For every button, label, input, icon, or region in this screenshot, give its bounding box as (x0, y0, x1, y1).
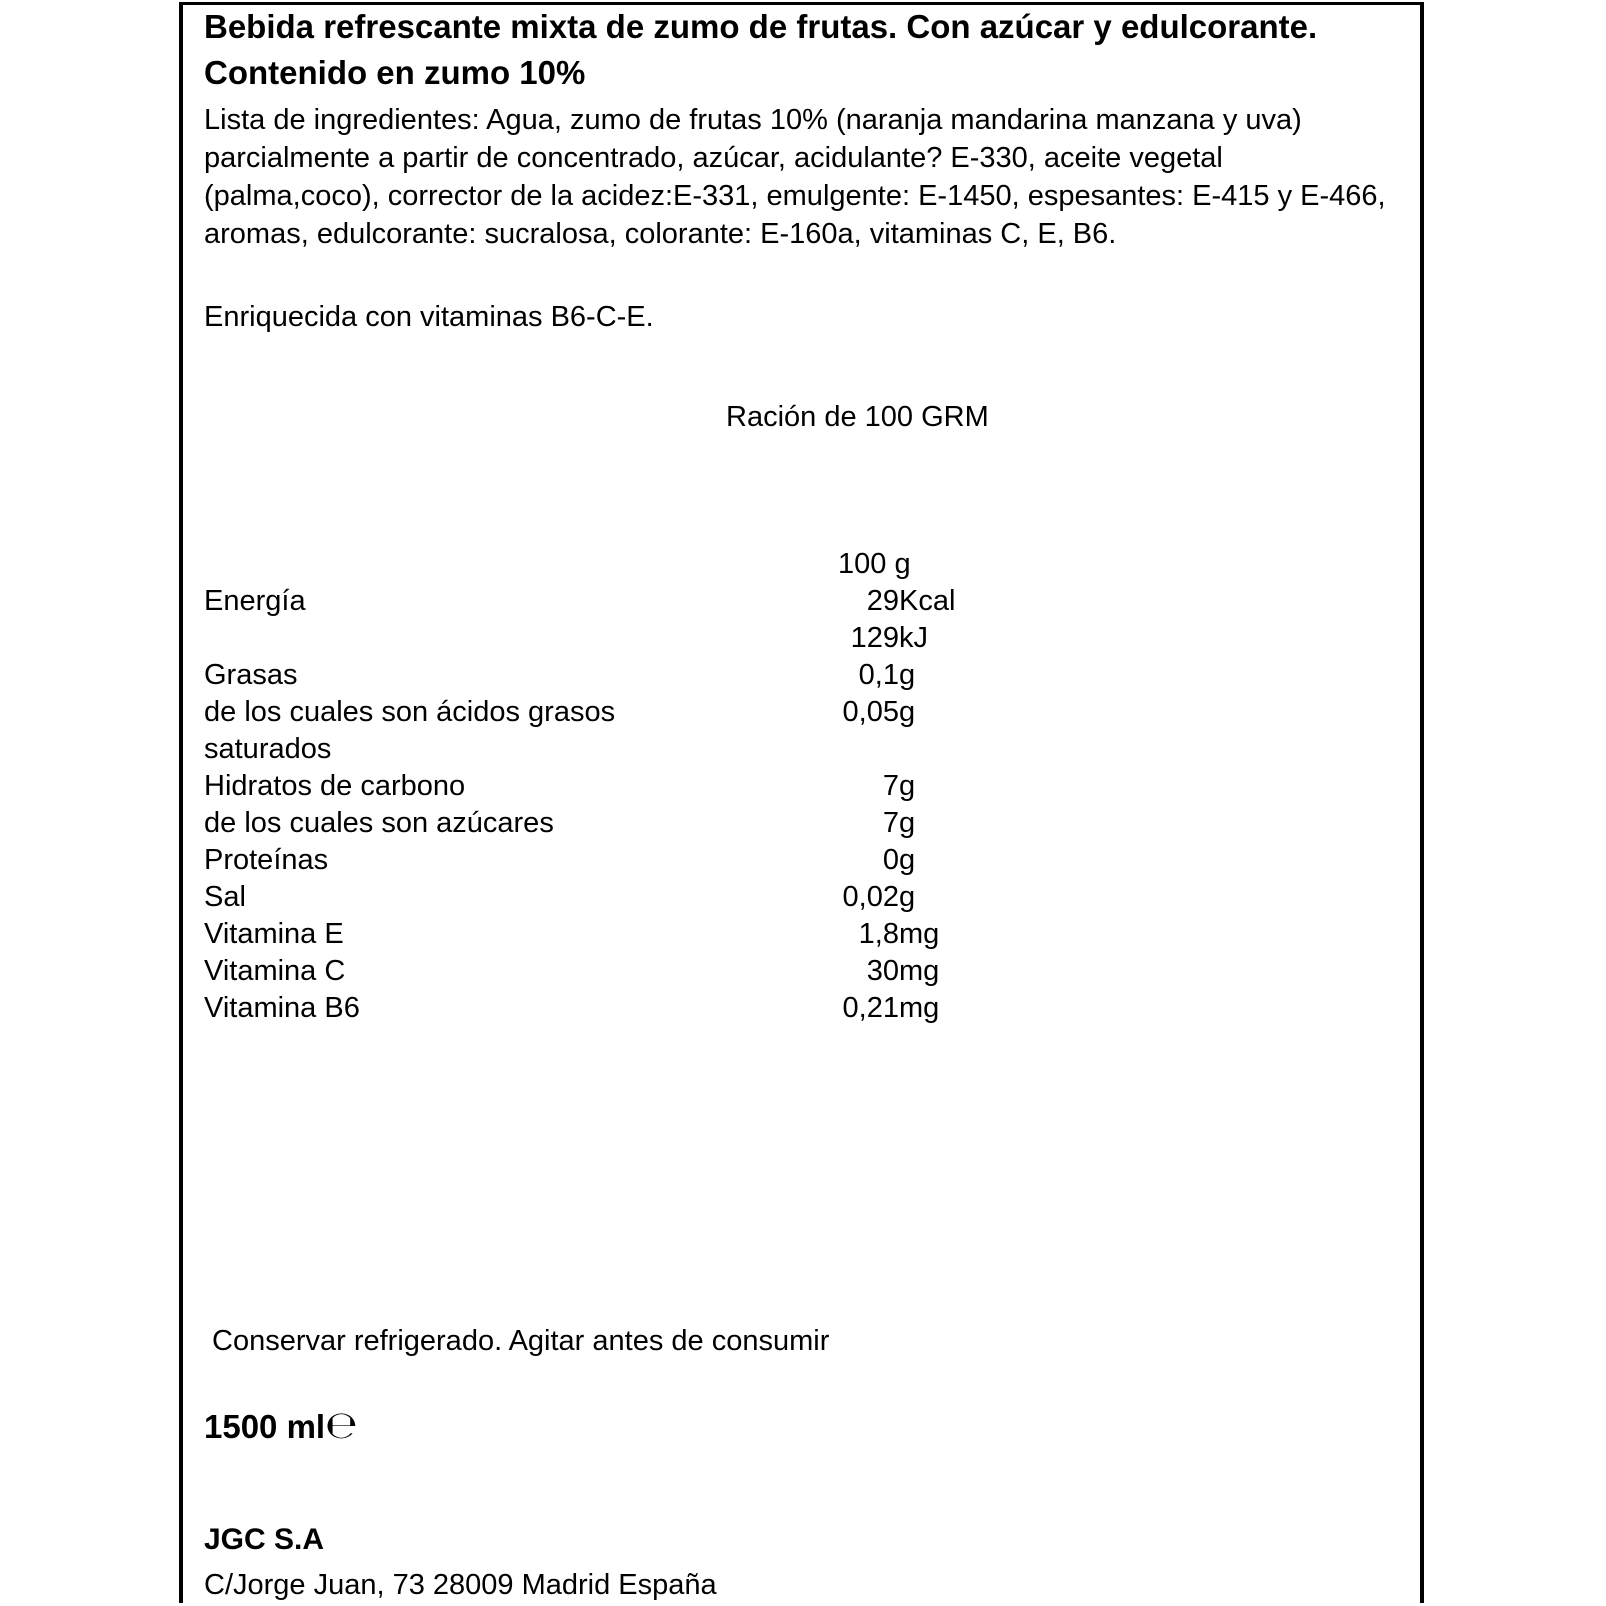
nutrient-label: de los cuales son ácidos grasos (204, 696, 616, 728)
nutrient-label: Vitamina E (204, 918, 344, 950)
nutrition-row (204, 620, 964, 657)
estimated-sign-icon: ℮ (325, 1403, 358, 1447)
nutrient-unit: g (899, 770, 916, 802)
product-title: Bebida refrescante mixta de zumo de frutas. Con azúcar y edulcorante. Contenido en zumo 10% (204, 8, 1318, 91)
nutrient-label: Hidratos de carbono (204, 770, 466, 802)
nutrient-label: Vitamina B6 (204, 992, 360, 1024)
nutrient-unit: kJ (899, 622, 928, 654)
nutrition-row (204, 805, 964, 842)
nutrient-unit: g (899, 881, 916, 913)
nutrient-unit: mg (899, 918, 940, 950)
nutrition-row (204, 768, 964, 805)
nutrient-label: saturados (204, 733, 332, 765)
enriched-note: Enriquecida con vitaminas B6-C-E. (204, 301, 654, 333)
nutrient-value: 0,1 (858, 659, 899, 691)
nutrient-label: Grasas (204, 659, 298, 691)
nutrient-unit: Kcal (899, 585, 956, 617)
nutrient-value: 0 (882, 844, 899, 876)
nutrition-column-header: 100 g (838, 548, 911, 580)
nutrient-value: 7 (882, 770, 899, 802)
ingredients-list: Lista de ingredientes: Agua, zumo de frutas 10% (naranja mandarina manzana y uva) parcialmente a partir de concentrado, azúcar, acidulante? E-330, aceite vegetal (palma,coco), corrector de la acidez:E-331, emulgente: E-1450, espesantes: E-415 y E-466, aromas, edulcorante: sucralosa, colorante: E-160a, vitaminas C, E, B6. (204, 104, 1386, 250)
volume-text: 1500 ml (204, 1408, 326, 1445)
nutrient-unit: g (899, 696, 916, 728)
nutrient-value: 0,21 (842, 992, 899, 1024)
nutrition-row (204, 953, 964, 990)
nutrient-value: 30 (866, 955, 899, 987)
nutrient-unit: g (899, 659, 916, 691)
nutrient-value: 29 (866, 585, 899, 617)
storage-instructions: Conservar refrigerado. Agitar antes de consumir (212, 1325, 830, 1357)
nutrient-label: Sal (204, 881, 246, 913)
nutrient-label: de los cuales son azúcares (204, 807, 554, 839)
nutrient-value: 1,8 (858, 918, 899, 950)
nutrition-row (204, 731, 964, 768)
nutrition-row (204, 916, 964, 953)
nutrient-value: 0,05 (842, 696, 899, 728)
nutrient-value: 129 (850, 622, 899, 654)
nutrient-label: Energía (204, 585, 306, 617)
nutrient-label: Proteínas (204, 844, 329, 876)
nutrition-row (204, 990, 964, 1027)
nutrient-unit: g (899, 844, 916, 876)
nutrition-row (204, 583, 964, 620)
nutrition-row (204, 842, 964, 879)
nutrient-unit: mg (899, 955, 940, 987)
nutrient-value: 7 (882, 807, 899, 839)
nutrition-row (204, 879, 964, 916)
net-volume (204, 1405, 358, 1447)
company-address: C/Jorge Juan, 73 28009 Madrid España (204, 1569, 717, 1601)
nutrient-unit: mg (899, 992, 940, 1024)
serving-size: Ración de 100 GRM (726, 401, 989, 433)
nutrient-label: Vitamina C (204, 955, 346, 987)
nutrition-row (204, 657, 964, 694)
company-name: JGC S.A (204, 1523, 325, 1556)
nutrient-unit: g (899, 807, 916, 839)
nutrient-value: 0,02 (842, 881, 899, 913)
nutrition-row (204, 694, 964, 731)
